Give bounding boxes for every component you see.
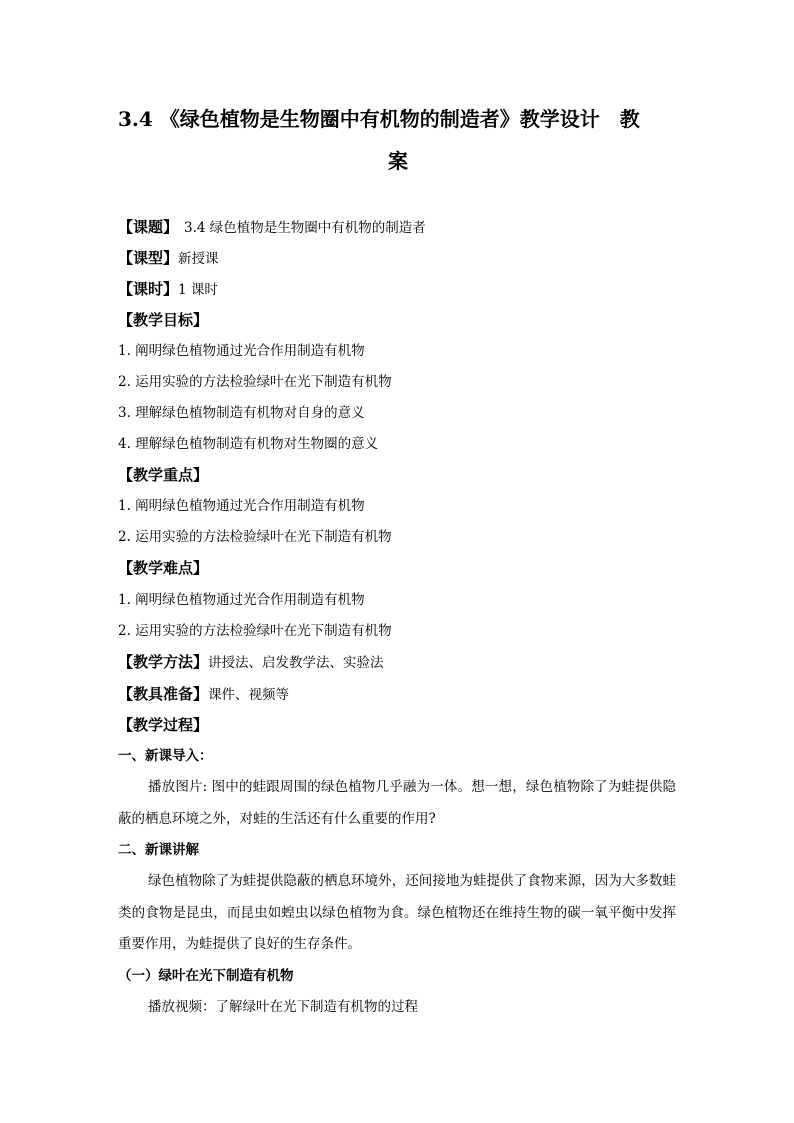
document-title-line-2: 案: [388, 149, 408, 173]
section-1-heading: （一）绿叶在光下制造有机物: [118, 968, 294, 984]
topic-label: 【课题】: [118, 218, 179, 236]
objective-item: 3. 理解绿色植物制造有机物对自身的意义: [118, 405, 365, 421]
tools-label: 【教具准备】: [118, 685, 209, 703]
lesson-type-value: 新授课: [178, 251, 219, 267]
key-point-item: 1. 阐明绿色植物通过光合作用制造有机物: [118, 498, 365, 514]
topic-row: [118, 217, 678, 238]
difficulties-heading: 【教学难点】: [118, 559, 209, 577]
process-heading: 【教学过程】: [118, 716, 209, 734]
objective-item: 1. 阐明绿色植物通过光合作用制造有机物: [118, 343, 365, 359]
intro-heading: 一、新课导入：: [118, 748, 213, 764]
lesson-type-row: [118, 248, 678, 269]
methods-row: [118, 652, 678, 673]
intro-paragraph: 播放图片: 图中的蛙跟周围的绿色植物几乎融为一体。想一想，绿色植物除了为蛙提供隐蔽的栖息环境之外，对蛙的生活还有什么重要的作用?: [118, 779, 676, 827]
lecture-heading: 二、新课讲解: [118, 842, 199, 858]
lesson-hours-label: 【课时】: [118, 280, 179, 298]
document-title-line-1: 3.4 《绿色植物是生物圈中有机物的制造者》教学设计 教: [118, 107, 640, 131]
lesson-type-label: 【课型】: [118, 249, 179, 267]
key-point-item: 2. 运用实验的方法检验绿叶在光下制造有机物: [118, 529, 392, 545]
lecture-paragraph: 绿色植物除了为蛙提供隐蔽的栖息环境外，还间接地为蛙提供了食物来源，因为大多数蛙类的食物是昆虫，而昆虫如蝗虫以绿色植物为食。绿色植物还在维持生物的碳一氧平衡中发挥重要作用，为蛙提供了良好的生存条件。: [118, 873, 676, 952]
tools-value: 课件、视频等: [208, 687, 290, 703]
section-1-paragraph: 播放视频：了解绿叶在光下制造有机物的过程: [148, 999, 418, 1015]
lesson-hours-row: [118, 279, 678, 300]
lesson-hours-value: 1 课时: [178, 282, 218, 298]
topic-value: 3.4 绿色植物是生物圈中有机物的制造者: [184, 220, 426, 236]
difficulty-item: 2. 运用实验的方法检验绿叶在光下制造有机物: [118, 623, 392, 639]
objectives-heading: 【教学目标】: [118, 311, 209, 329]
difficulty-item: 1. 阐明绿色植物通过光合作用制造有机物: [118, 592, 365, 608]
tools-row: [118, 684, 678, 705]
methods-label: 【教学方法】: [118, 653, 209, 671]
key-points-heading: 【教学重点】: [118, 466, 209, 484]
methods-value: 讲授法、启发教学法、实验法: [208, 655, 384, 671]
objective-item: 4. 理解绿色植物制造有机物对生物圈的意义: [118, 436, 379, 452]
objective-item: 2. 运用实验的方法检验绿叶在光下制造有机物: [118, 374, 392, 390]
